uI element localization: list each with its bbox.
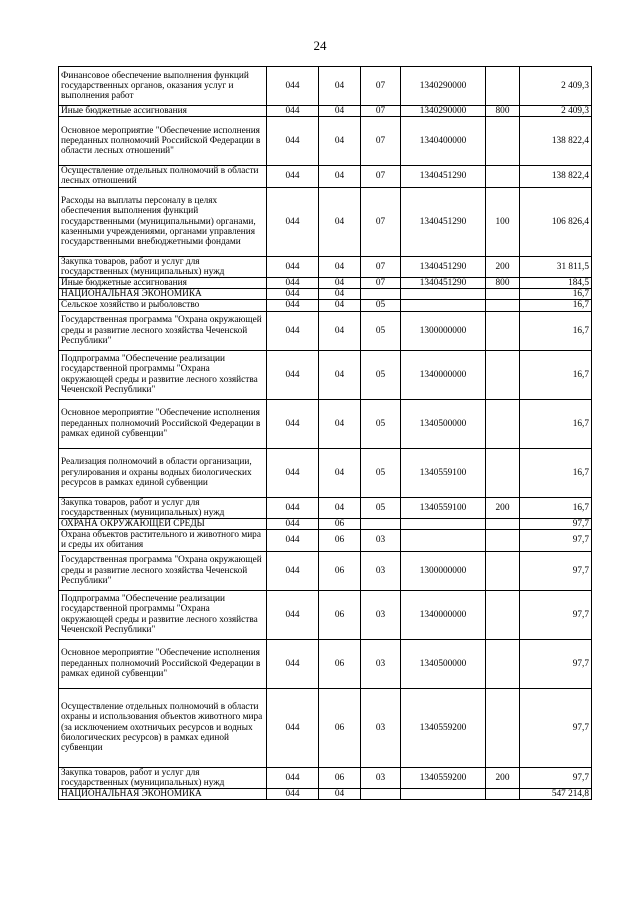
ministry-code: 044 bbox=[267, 350, 319, 399]
expense-type bbox=[486, 166, 520, 187]
subsection-code: 03 bbox=[361, 639, 401, 688]
row-name: Реализация полномочий в области организации, регулирования и охраны водных биологических ресурсов в рамках единой субвенции bbox=[59, 448, 267, 497]
expense-type bbox=[486, 448, 520, 497]
row-name: Финансовое обеспечение выполнения функций государственных органов, оказания услуг и выполнения работ bbox=[59, 67, 267, 106]
expense-type bbox=[486, 350, 520, 399]
amount: 2 409,3 bbox=[520, 67, 592, 106]
row-name: Закупка товаров, работ и услуг для государственных (муниципальных) нужд bbox=[59, 497, 267, 518]
expense-type bbox=[486, 117, 520, 166]
row-name: Основное мероприятие "Обеспечение исполнения переданных полномочий Российской Федерации в рамках единой субвенции" bbox=[59, 399, 267, 448]
subsection-code: 07 bbox=[361, 256, 401, 277]
amount: 16,7 bbox=[520, 300, 592, 311]
target-article: 1340290000 bbox=[401, 106, 486, 117]
target-article: 1340451290 bbox=[401, 187, 486, 256]
expense-type: 200 bbox=[486, 256, 520, 277]
section-code: 04 bbox=[319, 350, 361, 399]
amount: 138 822,4 bbox=[520, 117, 592, 166]
target-article: 1340559200 bbox=[401, 688, 486, 767]
table-row bbox=[59, 311, 592, 350]
target-article: 1340000000 bbox=[401, 350, 486, 399]
row-name: Закупка товаров, работ и услуг для государственных (муниципальных) нужд bbox=[59, 767, 267, 788]
table-row bbox=[59, 187, 592, 256]
row-name: Осуществление отдельных полномочий в области охраны и использования объектов животного мира (за исключением охотничьих ресурсов и водных биологических ресурсов) в рамках единой субвенции bbox=[59, 688, 267, 767]
expense-type bbox=[486, 399, 520, 448]
target-article bbox=[401, 789, 486, 800]
section-code: 06 bbox=[319, 767, 361, 788]
row-name: Сельское хозяйство и рыболовство bbox=[59, 300, 267, 311]
target-article: 1340451290 bbox=[401, 256, 486, 277]
ministry-code: 044 bbox=[267, 789, 319, 800]
amount: 97,7 bbox=[520, 688, 592, 767]
ministry-code: 044 bbox=[267, 256, 319, 277]
row-name: НАЦИОНАЛЬНАЯ ЭКОНОМИКА bbox=[59, 289, 267, 300]
ministry-code: 044 bbox=[267, 166, 319, 187]
row-name: Закупка товаров, работ и услуг для государственных (муниципальных) нужд bbox=[59, 256, 267, 277]
amount: 97,7 bbox=[520, 519, 592, 530]
ministry-code: 044 bbox=[267, 67, 319, 106]
expense-type bbox=[486, 300, 520, 311]
amount: 97,7 bbox=[520, 639, 592, 688]
expense-type bbox=[486, 530, 520, 551]
amount: 97,7 bbox=[520, 767, 592, 788]
target-article: 1340000000 bbox=[401, 590, 486, 639]
row-name: Расходы на выплаты персоналу в целях обеспечения выполнения функций государственными (муниципальными) органами, казенными учреждениями, органами управления государственными внебюджетными фондами bbox=[59, 187, 267, 256]
amount: 97,7 bbox=[520, 551, 592, 590]
section-code: 04 bbox=[319, 289, 361, 300]
amount: 97,7 bbox=[520, 590, 592, 639]
subsection-code: 03 bbox=[361, 590, 401, 639]
table-row bbox=[59, 639, 592, 688]
table-row bbox=[59, 350, 592, 399]
ministry-code: 044 bbox=[267, 688, 319, 767]
row-name: НАЦИОНАЛЬНАЯ ЭКОНОМИКА bbox=[59, 789, 267, 800]
table-row bbox=[59, 300, 592, 311]
expense-type bbox=[486, 289, 520, 300]
ministry-code: 044 bbox=[267, 187, 319, 256]
subsection-code bbox=[361, 289, 401, 300]
expense-type: 200 bbox=[486, 497, 520, 518]
row-name: Охрана объектов растительного и животного мира и среды их обитания bbox=[59, 530, 267, 551]
target-article: 1340559100 bbox=[401, 448, 486, 497]
ministry-code: 044 bbox=[267, 767, 319, 788]
expense-type bbox=[486, 551, 520, 590]
table-row bbox=[59, 530, 592, 551]
ministry-code: 044 bbox=[267, 300, 319, 311]
section-code: 04 bbox=[319, 256, 361, 277]
subsection-code: 07 bbox=[361, 106, 401, 117]
row-name: Осуществление отдельных полномочий в области лесных отношений bbox=[59, 166, 267, 187]
table-row bbox=[59, 497, 592, 518]
section-code: 06 bbox=[319, 519, 361, 530]
subsection-code: 03 bbox=[361, 530, 401, 551]
expense-type: 800 bbox=[486, 278, 520, 289]
row-name: Государственная программа "Охрана окружающей среды и развитие лесного хозяйства Чеченской Республики" bbox=[59, 311, 267, 350]
subsection-code bbox=[361, 519, 401, 530]
ministry-code: 044 bbox=[267, 590, 319, 639]
target-article: 1340559200 bbox=[401, 767, 486, 788]
section-code: 06 bbox=[319, 688, 361, 767]
table-row bbox=[59, 278, 592, 289]
ministry-code: 044 bbox=[267, 106, 319, 117]
table-row bbox=[59, 688, 592, 767]
table-row bbox=[59, 106, 592, 117]
section-code: 06 bbox=[319, 530, 361, 551]
expense-type bbox=[486, 67, 520, 106]
section-code: 04 bbox=[319, 497, 361, 518]
amount: 31 811,5 bbox=[520, 256, 592, 277]
amount: 184,5 bbox=[520, 278, 592, 289]
expense-type: 800 bbox=[486, 106, 520, 117]
target-article bbox=[401, 289, 486, 300]
ministry-code: 044 bbox=[267, 448, 319, 497]
amount: 16,7 bbox=[520, 289, 592, 300]
subsection-code: 05 bbox=[361, 448, 401, 497]
row-name: Подпрограмма "Обеспечение реализации государственной программы "Охрана окружающей среды и развитие лесного хозяйства Чеченской Республики" bbox=[59, 350, 267, 399]
subsection-code: 07 bbox=[361, 67, 401, 106]
subsection-code: 05 bbox=[361, 497, 401, 518]
target-article: 1300000000 bbox=[401, 311, 486, 350]
table-row bbox=[59, 289, 592, 300]
table-row bbox=[59, 590, 592, 639]
subsection-code: 05 bbox=[361, 399, 401, 448]
ministry-code: 044 bbox=[267, 399, 319, 448]
section-code: 04 bbox=[319, 311, 361, 350]
amount: 2 409,3 bbox=[520, 106, 592, 117]
target-article bbox=[401, 519, 486, 530]
section-code: 04 bbox=[319, 399, 361, 448]
section-code: 04 bbox=[319, 187, 361, 256]
expense-type bbox=[486, 789, 520, 800]
subsection-code: 03 bbox=[361, 767, 401, 788]
target-article bbox=[401, 300, 486, 311]
section-code: 04 bbox=[319, 789, 361, 800]
table-row bbox=[59, 256, 592, 277]
target-article: 1340500000 bbox=[401, 399, 486, 448]
target-article: 1340559100 bbox=[401, 497, 486, 518]
ministry-code: 044 bbox=[267, 278, 319, 289]
table-row bbox=[59, 166, 592, 187]
subsection-code: 07 bbox=[361, 166, 401, 187]
section-code: 04 bbox=[319, 117, 361, 166]
target-article: 1340451290 bbox=[401, 278, 486, 289]
amount: 16,7 bbox=[520, 497, 592, 518]
subsection-code: 03 bbox=[361, 688, 401, 767]
ministry-code: 044 bbox=[267, 530, 319, 551]
row-name: Иные бюджетные ассигнования bbox=[59, 278, 267, 289]
subsection-code: 07 bbox=[361, 117, 401, 166]
subsection-code: 07 bbox=[361, 187, 401, 256]
subsection-code: 05 bbox=[361, 311, 401, 350]
amount: 16,7 bbox=[520, 311, 592, 350]
section-code: 04 bbox=[319, 67, 361, 106]
budget-table bbox=[58, 66, 592, 800]
table-row bbox=[59, 399, 592, 448]
expense-type bbox=[486, 590, 520, 639]
expense-type bbox=[486, 639, 520, 688]
section-code: 04 bbox=[319, 278, 361, 289]
ministry-code: 044 bbox=[267, 497, 319, 518]
target-article bbox=[401, 530, 486, 551]
expense-type: 100 bbox=[486, 187, 520, 256]
row-name: Подпрограмма "Обеспечение реализации государственной программы "Охрана окружающей среды и развитие лесного хозяйства Чеченской Республики" bbox=[59, 590, 267, 639]
ministry-code: 044 bbox=[267, 311, 319, 350]
table-row bbox=[59, 117, 592, 166]
amount: 16,7 bbox=[520, 350, 592, 399]
section-code: 04 bbox=[319, 106, 361, 117]
amount: 16,7 bbox=[520, 399, 592, 448]
expense-type: 200 bbox=[486, 767, 520, 788]
table-row bbox=[59, 448, 592, 497]
target-article: 1340400000 bbox=[401, 117, 486, 166]
target-article: 1340500000 bbox=[401, 639, 486, 688]
ministry-code: 044 bbox=[267, 519, 319, 530]
target-article: 1300000000 bbox=[401, 551, 486, 590]
expense-type bbox=[486, 688, 520, 767]
section-code: 06 bbox=[319, 551, 361, 590]
subsection-code: 03 bbox=[361, 551, 401, 590]
amount: 547 214,8 bbox=[520, 789, 592, 800]
amount: 138 822,4 bbox=[520, 166, 592, 187]
table-row bbox=[59, 789, 592, 800]
ministry-code: 044 bbox=[267, 289, 319, 300]
subsection-code: 07 bbox=[361, 278, 401, 289]
row-name: ОХРАНА ОКРУЖАЮЩЕЙ СРЕДЫ bbox=[59, 519, 267, 530]
table-row bbox=[59, 551, 592, 590]
section-code: 04 bbox=[319, 448, 361, 497]
section-code: 06 bbox=[319, 639, 361, 688]
table-row bbox=[59, 767, 592, 788]
section-code: 04 bbox=[319, 300, 361, 311]
amount: 106 826,4 bbox=[520, 187, 592, 256]
target-article: 1340451290 bbox=[401, 166, 486, 187]
subsection-code: 05 bbox=[361, 300, 401, 311]
ministry-code: 044 bbox=[267, 117, 319, 166]
expense-type bbox=[486, 311, 520, 350]
table-row bbox=[59, 519, 592, 530]
amount: 16,7 bbox=[520, 448, 592, 497]
row-name: Иные бюджетные ассигнования bbox=[59, 106, 267, 117]
section-code: 06 bbox=[319, 590, 361, 639]
section-code: 04 bbox=[319, 166, 361, 187]
row-name: Основное мероприятие "Обеспечение исполнения переданных полномочий Российской Федерации в области лесных отношений" bbox=[59, 117, 267, 166]
subsection-code bbox=[361, 789, 401, 800]
subsection-code: 05 bbox=[361, 350, 401, 399]
expense-type bbox=[486, 519, 520, 530]
ministry-code: 044 bbox=[267, 551, 319, 590]
row-name: Государственная программа "Охрана окружающей среды и развитие лесного хозяйства Чеченской Республики" bbox=[59, 551, 267, 590]
amount: 97,7 bbox=[520, 530, 592, 551]
ministry-code: 044 bbox=[267, 639, 319, 688]
table-row bbox=[59, 67, 592, 106]
row-name: Основное мероприятие "Обеспечение исполнения переданных полномочий Российской Федерации в рамках единой субвенции" bbox=[59, 639, 267, 688]
target-article: 1340290000 bbox=[401, 67, 486, 106]
page-number: 24 bbox=[313, 38, 327, 53]
